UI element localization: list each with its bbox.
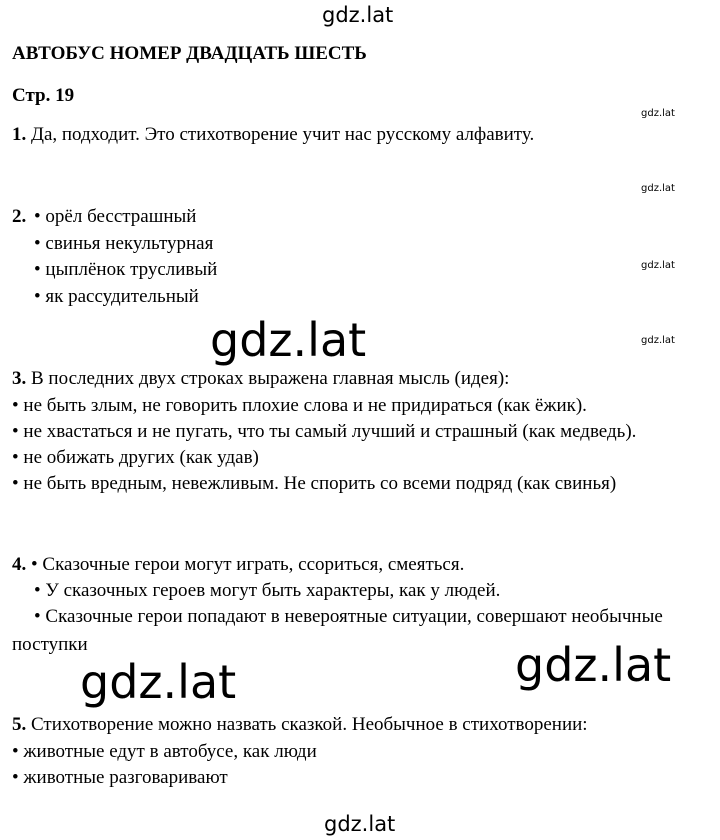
list-item: • не обижать других (как удав) (12, 447, 259, 468)
watermark-small: gdz.lat (641, 335, 675, 346)
list-item: • Сказочные герои попадают в невероятные ситуации, совершают необычные (34, 606, 663, 627)
answer-5 (12, 714, 588, 736)
list-item: • животные едут в автобусе, как люди (12, 741, 317, 762)
answer-number: 3. (12, 368, 27, 389)
answer-number: 2. (12, 206, 27, 227)
list-item: • як рассудительный (34, 286, 199, 307)
watermark-small: gdz.lat (641, 183, 675, 194)
list-item: • не хвастаться и не пугать, что ты самый лучший и страшный (как медведь). (12, 421, 637, 442)
watermark-large: gdz.lat (210, 313, 367, 367)
answer-text: Да, подходит. Это стихотворение учит нас русскому алфавиту. (26, 124, 535, 145)
answer-number: 5. (12, 714, 27, 735)
page-reference: Стр. 19 (12, 85, 75, 106)
watermark-top: gdz.lat (322, 3, 394, 27)
list-item: поступки (12, 634, 88, 655)
watermark-small: gdz.lat (641, 260, 675, 271)
answer-text: В последних двух строках выражена главная мысль (идея): (26, 368, 510, 389)
watermark-bottom: gdz.lat (324, 812, 396, 836)
watermark-large: gdz.lat (80, 655, 237, 709)
watermark-small: gdz.lat (641, 108, 675, 119)
list-item: • не быть вредным, невежливым. Не спорить со всеми подряд (как свинья) (12, 473, 617, 494)
list-item: • цыплёнок трусливый (34, 259, 218, 280)
answer-number: 4. (12, 554, 27, 575)
answer-text: Стихотворение можно назвать сказкой. Необычное в стихотворении: (26, 714, 588, 735)
page-title: АВТОБУС НОМЕР ДВАДЦАТЬ ШЕСТЬ (12, 43, 367, 64)
answer-4 (12, 554, 464, 576)
answer-3 (12, 368, 509, 390)
list-item: • свинья некультурная (34, 233, 214, 254)
list-item: • орёл бесстрашный (34, 206, 197, 227)
watermark-large: gdz.lat (515, 638, 672, 692)
list-item: • не быть злым, не говорить плохие слова и не придираться (как ёжик). (12, 395, 587, 416)
list-item: • животные разговаривают (12, 767, 228, 788)
list-item: • Сказочные герои могут играть, ссориться, смеяться. (26, 554, 465, 575)
answer-number: 1. (12, 124, 27, 145)
answer-1 (12, 124, 534, 146)
list-item: • У сказочных героев могут быть характеры, как у людей. (34, 580, 501, 601)
